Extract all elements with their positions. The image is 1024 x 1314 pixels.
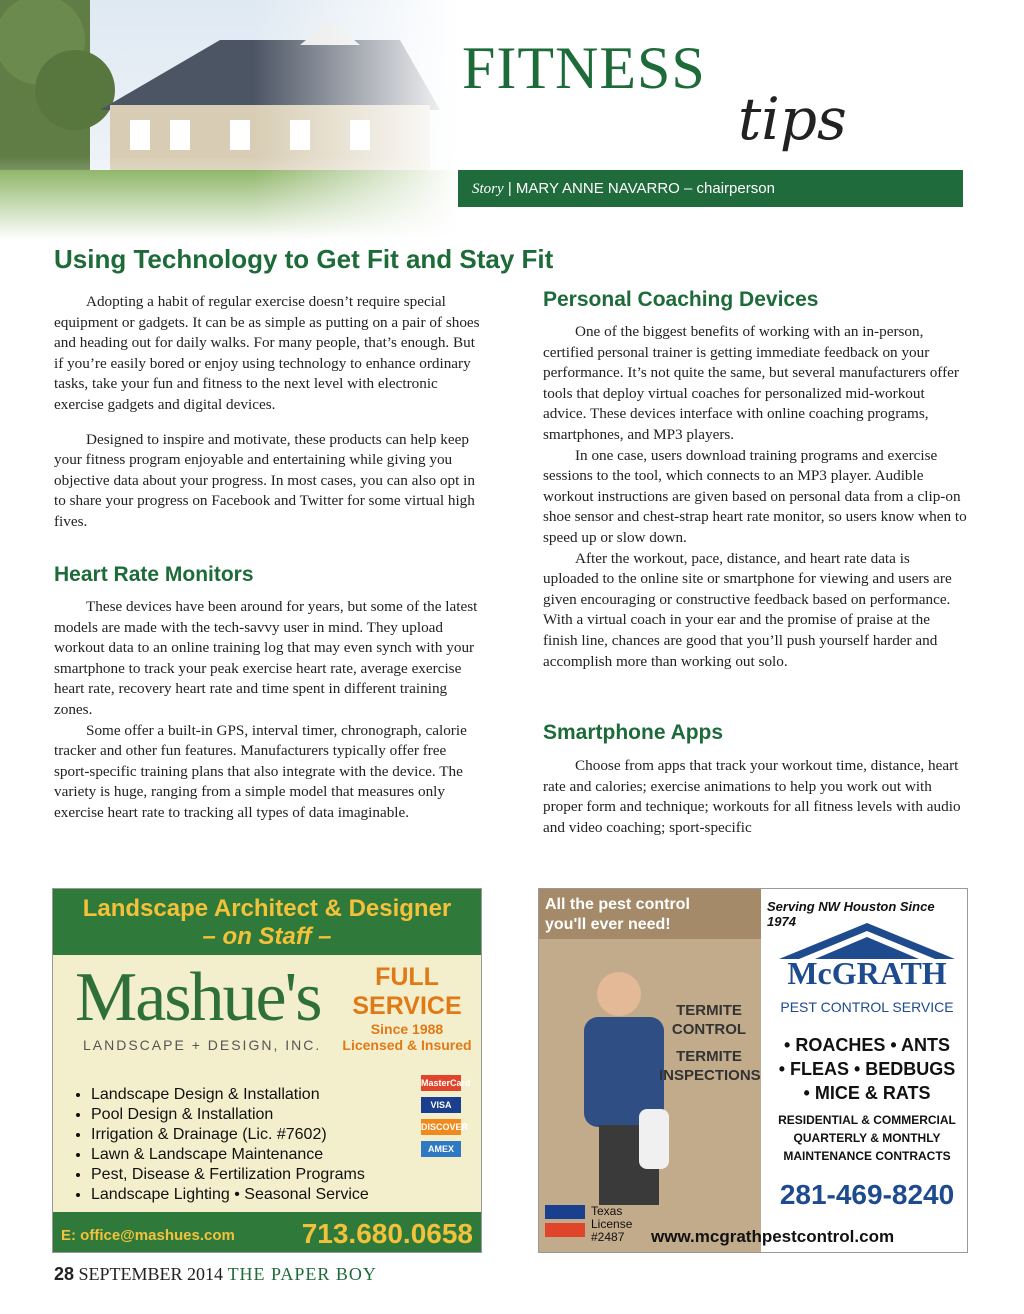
body-paragraph: One of the biggest benefits of working with an in-person, certified personal trainer is getting immediate feedback on your performance. It’s not quite the same, but several manufacturers offer tools that deploy virtual coaches for personalized mid-workout advice. These devices interface with online coaching programs, smartphones, and MP3 players. xyxy=(543,323,959,443)
list-item: • Lawn & Landscape Maintenance xyxy=(91,1145,369,1165)
mashues-phone[interactable]: 713.680.0658 xyxy=(301,1218,473,1249)
heading-personal-coaching: Personal Coaching Devices xyxy=(543,288,819,311)
list-item: • Pool Design & Installation xyxy=(91,1105,369,1125)
mcgrath-brand-sub: PEST CONTROL SERVICE xyxy=(780,999,954,1015)
list-item: • Landscape Design & Installation xyxy=(91,1085,369,1105)
licensed-label: Licensed & Insured xyxy=(342,1037,472,1053)
contract-line1: RESIDENTIAL & COMMERCIAL xyxy=(778,1113,956,1127)
mcgrath-headline-line2: you'll ever need! xyxy=(545,916,671,933)
mcgrath-phone[interactable]: 281-469-8240 xyxy=(779,1179,955,1210)
header-photo xyxy=(0,0,460,240)
mashues-services-list xyxy=(73,1085,369,1205)
pest-line1: • ROACHES • ANTS xyxy=(784,1035,950,1055)
byline-author: MARY ANNE NAVARRO – chairperson xyxy=(515,180,775,197)
mashues-logo: Mashue's xyxy=(75,959,321,1036)
heart-rate-text xyxy=(54,597,480,824)
intro-paragraph: Designed to inspire and motivate, these products can help keep your fitness program enjoyable and entertaining while giving you objective data about your progress. In most cases, you can also opt in to share your progress on Facebook and Twitter for some virtual high fives. xyxy=(54,430,475,530)
license-line3: #2487 xyxy=(591,1230,625,1244)
mashues-banner-line1: Landscape Architect & Designer xyxy=(82,895,452,922)
since-label: Since 1988 xyxy=(370,1021,444,1037)
body-paragraph: In one case, users download training programs and exercise sessions to the tool, which connects to an MP3 player. Audible workout instructions are given based on personal data from a clip-on shoe sensor and chest-strap heart rate monitor, so users know when to speed up or slow down. xyxy=(543,446,967,546)
body-paragraph: Some offer a built-in GPS, interval timer, chronograph, calorie tracker and other fun features. Manufacturers typically offer free sport-specific training plans that also integrate with the device. The variety is huge, ranging from a simple model that measures only exercise heart rate to tracking all types of data imaginable. xyxy=(54,721,467,821)
visa-icon xyxy=(545,1205,585,1219)
body-paragraph: These devices have been around for years, but some of the latest models are made with the tech-savvy user in mind. They upload workout data to an online training log that may even synch with your smartphone to track your peak exercise heart rate, average exercise heart rate, recovery heart rate and time spent in different training zones. xyxy=(54,598,478,718)
full-service-label: FULL SERVICE xyxy=(352,963,462,1020)
list-item: • Irrigation & Drainage (Lic. #7602) xyxy=(91,1125,369,1145)
visa-icon: VISA xyxy=(421,1097,461,1113)
mcgrath-brand: McGRATH xyxy=(787,955,947,991)
body-paragraph: Choose from apps that track your workout time, distance, heart rate and calories; exercise animations to help you work out with proper form and technique; workouts for all fitness levels with audio and video coaching; sport-specific xyxy=(543,757,961,836)
payment-cards xyxy=(421,1075,471,1163)
section-title: FITNESS xyxy=(462,35,706,101)
termite-labels xyxy=(659,1001,759,1085)
mastercard-icon: MasterCard xyxy=(421,1075,461,1091)
termite-control: TERMITE CONTROL xyxy=(671,1002,747,1038)
contract-info xyxy=(771,1111,963,1165)
intro-text xyxy=(54,292,480,533)
mashues-logo-sub: LANDSCAPE + DESIGN, INC. xyxy=(83,1037,322,1053)
serving-since: Serving NW Houston Since 1974 xyxy=(767,899,935,929)
contract-line2: QUARTERLY & MONTHLY xyxy=(793,1131,941,1145)
section-title-suffix: tips xyxy=(738,85,847,153)
discover-icon: DISCOVER xyxy=(421,1119,461,1135)
termite-inspections: TERMITE INSPECTIONS xyxy=(659,1048,761,1084)
page-footer xyxy=(54,1264,377,1285)
contract-line3: MAINTENANCE CONTRACTS xyxy=(783,1149,951,1163)
byline-separator: | xyxy=(507,180,512,197)
mashues-email[interactable]: E: office@mashues.com xyxy=(61,1227,235,1244)
mcgrath-website[interactable]: www.mcgrathpestcontrol.com xyxy=(651,1227,895,1246)
pest-line2: • FLEAS • BEDBUGS xyxy=(778,1059,956,1079)
list-item: • Pest, Disease & Fertilization Programs xyxy=(91,1165,369,1185)
pest-line3: • MICE & RATS xyxy=(803,1083,931,1103)
mastercard-icon xyxy=(545,1223,585,1237)
heading-smartphone-apps: Smartphone Apps xyxy=(543,721,724,744)
mashues-banner xyxy=(53,889,481,955)
roof-logo-icon xyxy=(779,923,955,959)
apps-text xyxy=(543,756,967,838)
byline-bar xyxy=(458,170,963,207)
article-headline: Using Technology to Get Fit and Stay Fit xyxy=(54,244,554,274)
publication-name: THE PAPER BOY xyxy=(227,1264,377,1284)
coaching-text xyxy=(543,322,967,672)
body-paragraph: After the workout, pace, distance, and heart rate data is uploaded to the online site or smartphone for viewing and users are given encouraging or constructive feedback based on performance. With a virtual coach in your ear and the promise of praise at the finish line, chances are good that you’ll push yourself harder and accomplish more than working out solo. xyxy=(543,549,952,670)
license-line2: License xyxy=(591,1217,633,1231)
license-line1: Texas xyxy=(591,1204,623,1218)
mcgrath-headline-line1: All the pest control xyxy=(545,896,690,913)
issue-date: SEPTEMBER 2014 xyxy=(78,1264,224,1284)
heading-heart-rate-monitors: Heart Rate Monitors xyxy=(54,563,254,586)
mashues-banner-line2: – on Staff – xyxy=(202,923,332,950)
list-item: • Landscape Lighting • Seasonal Service xyxy=(91,1185,369,1205)
amex-icon: AMEX xyxy=(421,1141,461,1157)
byline-label: Story xyxy=(472,181,504,197)
mcgrath-headline xyxy=(545,895,755,935)
intro-paragraph: Adopting a habit of regular exercise doesn’t require special equipment or gadgets. It can be as simple as putting on a pair of shoes and heading out for daily walks. For many people, that’s enough. But if you’re easily bored or enjoy using technology to enhance ordinary tasks, take your fun and fitness to the next level with electronic exercise gadgets and digital devices. xyxy=(54,293,480,413)
license-info xyxy=(591,1205,632,1244)
mcgrath-ad[interactable] xyxy=(538,888,968,1253)
page-number: 28 xyxy=(54,1264,75,1284)
mashues-full-service xyxy=(337,963,477,1053)
pest-list xyxy=(771,1033,963,1105)
mashues-ad[interactable] xyxy=(52,888,482,1253)
